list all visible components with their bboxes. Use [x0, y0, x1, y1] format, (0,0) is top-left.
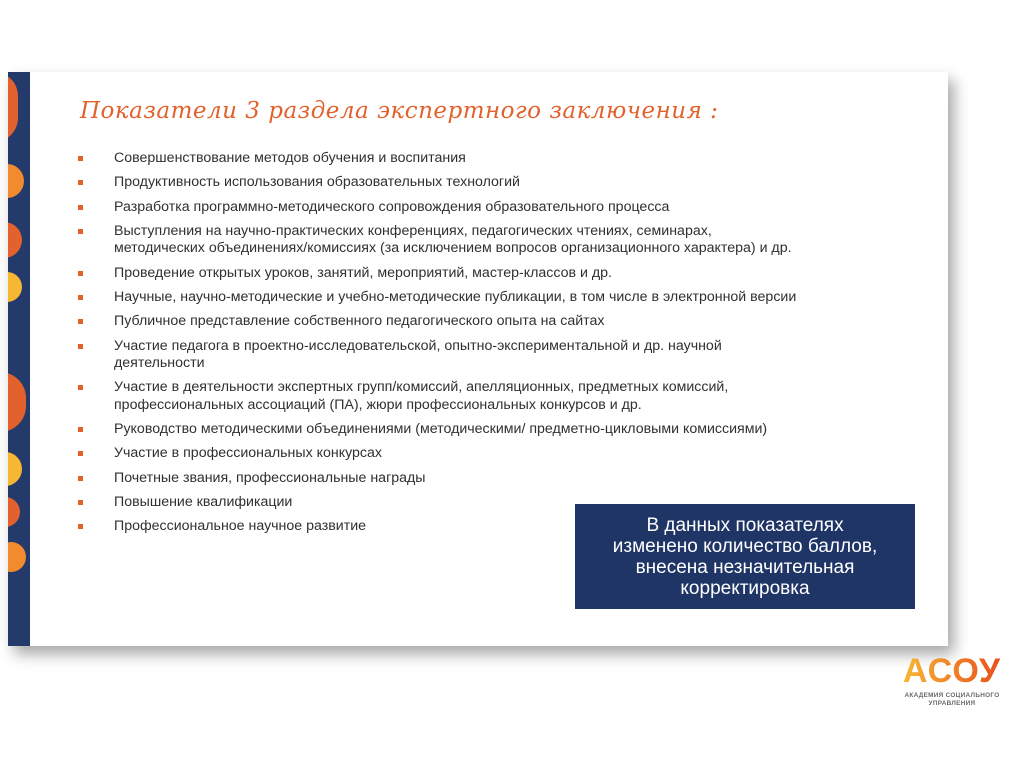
callout-line: В данных показателях	[646, 514, 844, 536]
list-item-text: Почетные звания, профессиональные награды	[114, 469, 426, 486]
list-item	[76, 289, 916, 307]
list-item-text: деятельности	[114, 355, 205, 372]
bullet-marker	[78, 319, 83, 324]
decor-shape	[8, 272, 22, 302]
bullet-marker	[78, 229, 83, 234]
list-item-text: Научные, научно-методические и учебно-методические публикации, в том числе в электронной версии	[114, 288, 797, 305]
slide-title: Показатели 3 раздела экспертного заключения :	[80, 98, 719, 124]
list-item	[76, 445, 916, 463]
bullet-marker	[78, 271, 83, 276]
list-item-text: профессиональных ассоциаций (ПА), жюри профессиональных конкурсов и др.	[114, 396, 642, 413]
bullet-marker	[78, 500, 83, 505]
bullet-marker	[78, 524, 83, 529]
list-item	[76, 379, 916, 414]
bullet-marker	[78, 344, 83, 349]
bullet-marker	[78, 205, 83, 210]
decor-shape	[8, 72, 18, 142]
list-item-text: Профессиональное научное развитие	[114, 518, 367, 535]
indicator-list	[76, 150, 916, 543]
list-item-text: Разработка программно-методического сопровождения образовательного процесса	[114, 198, 670, 215]
decorative-side-stripe	[8, 72, 30, 646]
bullet-marker	[78, 156, 83, 161]
logo-letters	[892, 652, 1012, 686]
decor-shape	[8, 222, 22, 258]
list-item-text: Публичное представление собственного педагогического опыта на сайтах	[114, 313, 605, 330]
list-item	[76, 150, 916, 168]
list-item-text: Участие педагога в проектно-исследовательской, опытно-экспериментальной и др. научной	[114, 337, 722, 354]
decor-shape	[8, 372, 26, 432]
list-item	[76, 470, 916, 488]
svg-text:АСОУ: АСОУ	[902, 652, 1002, 686]
list-item-text: Руководство методическими объединениями (методическими/ предметно-цикловыми комиссиями)	[114, 421, 768, 438]
bullet-marker	[78, 476, 83, 481]
bullet-marker	[78, 451, 83, 456]
logo-subtitle-line: УПРАВЛЕНИЯ	[928, 700, 976, 707]
bullet-marker	[78, 295, 83, 300]
list-item	[76, 223, 916, 258]
logo-subtitle	[884, 692, 1020, 708]
list-item	[76, 265, 916, 283]
asou-logo	[884, 652, 1020, 716]
bullet-marker	[78, 385, 83, 390]
decor-shape	[8, 542, 26, 572]
list-item-text: методических объединениях/комиссиях (за исключением вопросов организационного характера) и др.	[114, 240, 792, 257]
list-item-text: Участие в профессиональных конкурсах	[114, 445, 382, 462]
list-item	[76, 338, 916, 373]
callout-box	[575, 504, 915, 609]
list-item	[76, 199, 916, 217]
decor-shape	[8, 164, 24, 198]
slide-card	[8, 72, 948, 646]
callout-line: изменено количество баллов,	[612, 535, 878, 557]
list-item	[76, 421, 916, 439]
bullet-marker	[78, 427, 83, 432]
list-item	[76, 313, 916, 331]
bullet-marker	[78, 180, 83, 185]
decor-shape	[8, 497, 20, 527]
list-item	[76, 174, 916, 192]
list-item-text: Участие в деятельности экспертных групп/комиссий, апелляционных, предметных комиссий,	[114, 379, 729, 396]
list-item-text: Совершенствование методов обучения и воспитания	[114, 150, 466, 166]
list-item-text: Выступления на научно-практических конференциях, педагогических чтениях, семинарах,	[114, 222, 712, 239]
list-item-text: Проведение открытых уроков, занятий, мероприятий, мастер-классов и др.	[114, 264, 612, 281]
decor-shape	[8, 452, 22, 486]
list-item-text: Продуктивность использования образовательных технологий	[114, 174, 520, 191]
logo-subtitle-line: АКАДЕМИЯ СОЦИАЛЬНОГО	[904, 692, 1000, 699]
callout-line: корректировка	[680, 577, 810, 599]
callout-line: внесена незначительная	[635, 556, 855, 578]
list-item-text: Повышение квалификации	[114, 494, 293, 511]
